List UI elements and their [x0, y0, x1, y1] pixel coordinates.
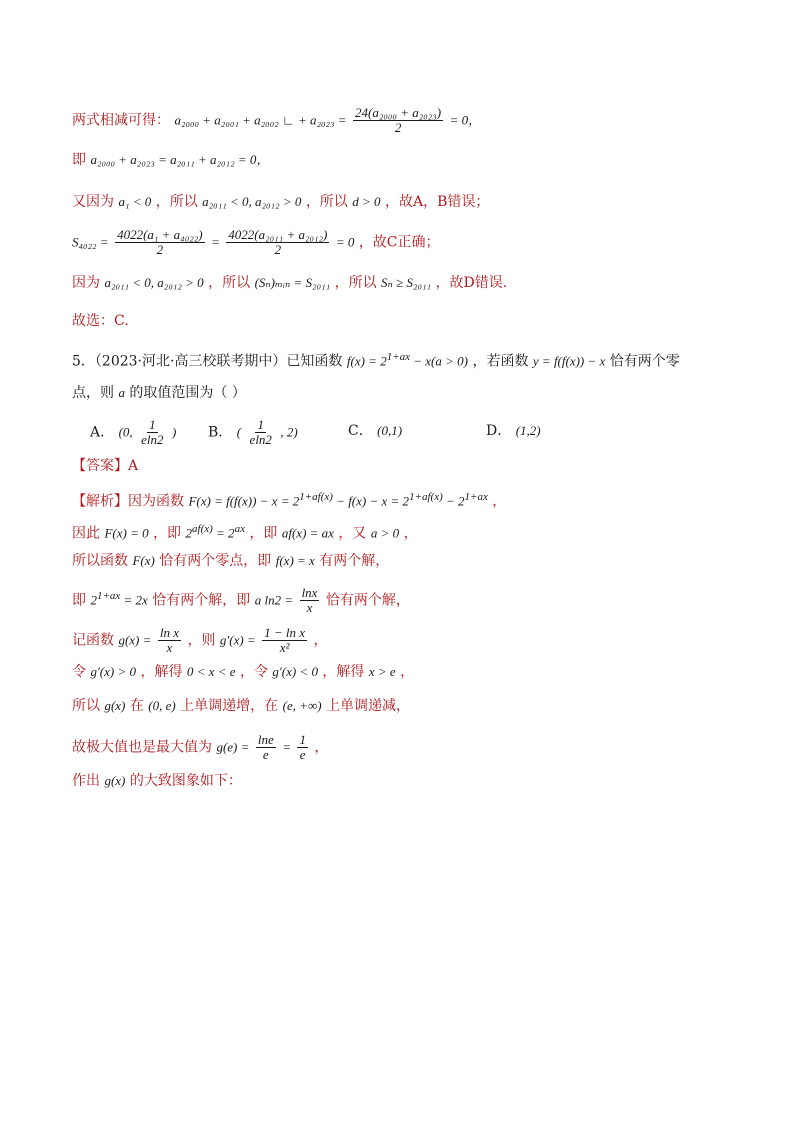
option-label: A．: [90, 424, 115, 441]
text: ，则: [187, 632, 216, 649]
formula: f(x) = 2: [346, 353, 387, 369]
fraction: [115, 228, 205, 257]
option-a: [90, 418, 176, 447]
exponent: 1+af(x): [409, 491, 443, 503]
text: 令: [72, 664, 86, 680]
text: 因为: [72, 275, 100, 291]
formula: f(x) = x: [275, 553, 315, 568]
fraction-denominator: eln2: [249, 432, 272, 447]
text: ，所以: [334, 275, 377, 291]
solution-line-7: [72, 696, 410, 716]
solution-line-2: [72, 519, 418, 544]
text: ，所以: [208, 275, 251, 291]
exponent: 1+ax: [386, 351, 411, 363]
fraction-numerator: 1: [149, 417, 156, 432]
text: ，故A，B错误；: [385, 194, 490, 210]
text: ，: [403, 525, 418, 542]
formula: g(x): [104, 773, 126, 788]
fraction-denominator: x: [166, 640, 173, 655]
option-c: [348, 420, 402, 440]
fraction: [248, 418, 274, 447]
formula: a₂₀₁₁ < 0, a₂₀₁₂ > 0: [104, 275, 204, 290]
text: 作出: [72, 773, 100, 789]
formula: S₄₀₂₂ =: [72, 234, 109, 250]
option-label: B．: [208, 424, 233, 441]
formula: Sₙ ≥ S₂₀₁₁: [381, 275, 432, 290]
question-text: ，若函数: [472, 353, 529, 370]
formula: =: [282, 739, 291, 755]
formula: a: [118, 385, 125, 400]
formula: − x(a > 0): [410, 353, 468, 369]
text: 恰有两个解，即: [152, 592, 251, 609]
formula-tail: = 0，: [449, 112, 482, 128]
formula: − f(x) − x = 2: [332, 493, 410, 509]
question-5-line-1: [72, 347, 680, 372]
formula: (: [236, 424, 242, 440]
option-b: [208, 418, 298, 447]
formula: (e, +∞): [282, 698, 322, 713]
exponent: 1+ax: [464, 491, 488, 503]
formula: af(x) = ax: [281, 525, 334, 541]
formula: 2: [185, 525, 193, 541]
text: ，即: [249, 525, 278, 542]
option-label: C．: [348, 423, 373, 439]
fraction-numerator: ln x: [159, 625, 179, 640]
derivation-line-1: [72, 106, 481, 135]
formula: (0, e): [148, 698, 176, 713]
text: 两式相减可得：: [72, 112, 170, 129]
formula: d > 0: [352, 194, 381, 209]
derivation-line-2: [72, 150, 269, 170]
fraction: [300, 586, 320, 615]
solution-line-3: [72, 551, 389, 571]
fraction: [256, 733, 276, 762]
text: ，解得: [322, 664, 365, 680]
formula: g′(x) < 0: [272, 664, 318, 679]
formula: a₁ < 0: [118, 194, 152, 209]
text: 因此: [72, 525, 100, 542]
fraction-denominator: 2: [156, 242, 164, 257]
fraction-numerator: lnx: [301, 585, 318, 601]
fraction-numerator: 24(a₂₀₀₀ + a₂₀₂₃): [355, 105, 442, 120]
formula: (0,1): [377, 423, 403, 438]
formula: ): [171, 424, 177, 440]
text: ，所以: [305, 194, 348, 210]
formula: g(e) =: [216, 739, 250, 755]
formula: y = f(f(x)) − x: [532, 353, 606, 369]
solution-line-8: [72, 733, 328, 762]
formula: a > 0: [370, 525, 400, 541]
fraction-numerator: 1: [257, 417, 264, 432]
exponent: ax: [234, 523, 245, 535]
text: 又因为: [72, 194, 114, 210]
fraction-numerator: 4022(a₂₀₁₁ + a₂₀₁₂): [228, 227, 328, 242]
text: ，解得: [140, 664, 183, 680]
formula: g(x): [104, 698, 126, 713]
formula: = 2: [212, 525, 235, 541]
question-text: 5．（2023·河北·高三校联考期中）已知函数: [72, 353, 343, 370]
fraction-denominator: x: [306, 600, 313, 616]
fraction: [353, 106, 443, 135]
formula: g′(x) =: [219, 632, 256, 648]
question-5-line-2: [72, 383, 246, 403]
fraction-denominator: eln2: [141, 432, 164, 447]
fraction: [297, 733, 308, 762]
formula: , 2): [280, 424, 298, 440]
formula: (0,: [118, 424, 133, 440]
final-choice: 故选：C.: [72, 313, 129, 329]
fraction-numerator: 1: [299, 732, 306, 747]
formula: − 2: [442, 493, 465, 509]
exponent: af(x): [192, 523, 213, 535]
text: ，: [492, 493, 507, 510]
fraction-numerator: lne: [257, 732, 274, 747]
text: 所以函数: [72, 553, 128, 569]
formula: a₂₀₀₀ + a₂₀₀₁ + a₂₀₀₂ ∟ + a₂₀₂₃ =: [174, 112, 347, 128]
text: 记函数: [72, 632, 114, 649]
formula: 0 < x < e: [186, 664, 236, 679]
formula: =: [211, 234, 220, 250]
solution-line-4: [72, 586, 410, 615]
text: 恰有两个零点，即: [159, 553, 272, 569]
solution-line-5: [72, 626, 328, 655]
formula: (1,2): [515, 423, 541, 438]
fraction-denominator: e: [262, 747, 269, 762]
formula: a₂₀₀₀ + a₂₀₂₃ = a₂₀₁₁ + a₂₀₁₂ = 0，: [90, 152, 270, 167]
formula: F(x): [132, 553, 155, 568]
derivation-line-5: [72, 273, 507, 293]
exponent: 1+af(x): [299, 491, 333, 503]
solution-line-6: [72, 662, 414, 682]
fraction-numerator: 4022(a₁ + a₄₀₂₂): [117, 227, 203, 242]
fraction-denominator: 2: [394, 120, 402, 135]
text: ，即: [153, 525, 182, 542]
text: 上单调递减，: [326, 698, 411, 714]
text: 有两个解，: [319, 553, 390, 569]
formula: g′(x) > 0: [90, 664, 136, 679]
text: 恰有两个解，: [325, 592, 410, 609]
formula: (Sₙ)ₘᵢₙ = S₂₀₁₁: [254, 275, 331, 290]
text: ，故D错误.: [435, 275, 508, 291]
answer-line: 【答案】A: [72, 458, 139, 474]
fraction-numerator: 1 − ln x: [264, 625, 306, 640]
text: ，: [313, 632, 328, 649]
text: 【解析】因为函数: [72, 493, 184, 510]
formula: a ln2 =: [254, 592, 294, 608]
text: 即: [72, 592, 86, 609]
fraction-denominator: x²: [279, 640, 290, 655]
formula: F(x) = f(f(x)) − x = 2: [188, 493, 300, 509]
question-text: 恰有两个零: [609, 353, 680, 370]
option-d: [486, 420, 541, 440]
fraction: [226, 228, 329, 257]
solution-line-1: [72, 487, 506, 512]
text: 上单调递增，在: [180, 698, 279, 714]
derivation-line-4: [72, 228, 440, 257]
formula: a₂₀₁₁ < 0, a₂₀₁₂ > 0: [202, 194, 302, 209]
formula-tail: = 0: [335, 234, 355, 250]
formula: g(x) =: [118, 632, 152, 648]
text: 在: [129, 698, 144, 714]
text: 即: [72, 152, 86, 168]
formula: x > e: [368, 664, 396, 679]
question-text: 的取值范围为（ ）: [129, 385, 246, 401]
formula: F(x) = 0: [104, 525, 149, 541]
fraction: [262, 626, 307, 655]
text: ，: [400, 664, 415, 680]
text: ，: [314, 739, 329, 756]
fraction: [139, 418, 165, 447]
fraction-denominator: e: [299, 747, 306, 762]
formula: = 2x: [120, 592, 148, 608]
text: ，令: [239, 664, 268, 680]
solution-line-9: [72, 771, 242, 791]
formula: 2: [90, 592, 97, 608]
text: ，又: [338, 525, 367, 542]
option-label: D．: [486, 423, 512, 439]
fraction: [158, 626, 181, 655]
fraction-denominator: 2: [274, 242, 282, 257]
text: ，所以: [155, 194, 198, 210]
exponent: 1+ax: [96, 590, 121, 602]
text: 的大致图象如下：: [129, 773, 242, 789]
derivation-line-3: [72, 192, 489, 212]
text: ，故C正确；: [358, 234, 440, 251]
question-text: 点，则: [72, 385, 114, 401]
text: 所以: [72, 698, 100, 714]
text: 故极大值也是最大值为: [72, 739, 212, 756]
